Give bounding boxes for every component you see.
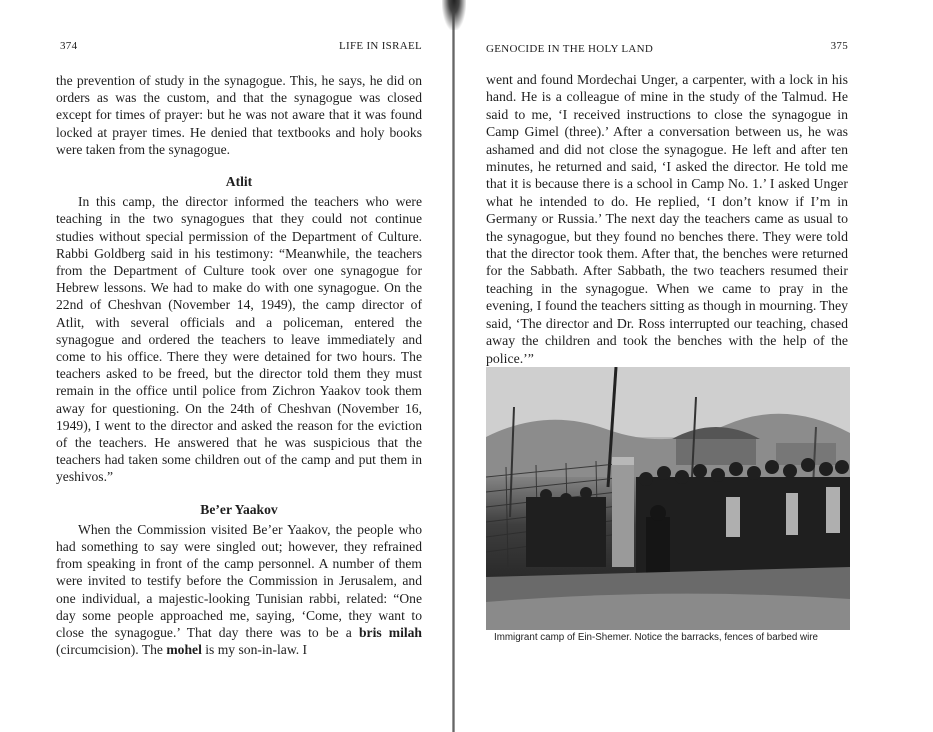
para-3-mid: (circumcision). The: [56, 642, 167, 658]
gutter-shadow: [442, 0, 466, 30]
photo-caption: Immigrant camp of Ein-Shemer. Notice the barracks, fences of barbed wire: [494, 632, 818, 643]
photo-illustration: [486, 367, 850, 630]
term-mohel: mohel: [166, 642, 202, 658]
book-gutter: [452, 0, 455, 732]
para-3-end: is my son-in-law. I: [201, 642, 308, 658]
term-bris-milah: bris milah: [358, 625, 422, 641]
left-paragraph-2: In this camp, the director informed the teachers who were teaching in the two synagogues that they could not continue studies without special permission of the Department of Culture. Rabbi Goldberg said in his testimony: “Meanwhile, the teachers from the Department of Culture took over one synagogue for Hebrew lessons. We had to make do with one synagogue. On the 22nd of Cheshvan (November 14, 1949), the camp director of Atlit, with several officials and a policeman, entered the synagogue and ordered the teachers to leave immediately and come to his office. There they were detained for two hours. The teachers asked to be freed, but the director told them they must remain in the office until police from Zichron Yaakov took them away for questioning. On the 24th of Cheshvan (November 16, 1949), I went to the director and asked the reason for the eviction of the teachers. He answered that he was suspicious that the teachers had taken some children out of the camp and put them in yeshivos.”: [56, 194, 422, 485]
left-paragraph-1: the prevention of study in the synagogue. This, he says, he did on orders as was the custom, and that the synagogue was closed except for times of prayer: but he was not aware that it was found locked at prayer times. He denied that textbooks and holy books were taken from the synagogue.: [56, 73, 422, 157]
heading-atlit: Atlit: [225, 174, 253, 190]
left-paragraph-3: [56, 521, 422, 659]
right-paragraph-1: went and found Mordechai Unger, a carpenter, with a lock in his hand. He is a colleague of mine in the study of the Talmud. He said to me, ‘I received instructions to close the synagogue in Camp Gimel (three).’ After a conversation between us, he was ashamed and did not close the synagogue. He left and after ten minutes, he returned and said, ‘I asked the director. He told me that it is because there is a school in Camp No. 1.’ I asked Unger what he intended to do. He replied, ‘I don’t know if I’m in Germany or Russia.’ The next day the teachers came as usual to the synagogue, but they found no benches there. They were told that the director took them. After that, the benches were returned for the Sabbath. After Sabbath, the two teachers resumed their teaching in the synagogue. When we came to pray in the evening, I found the teachers sitting as though in mourning. They said, ‘The director and Dr. Ross interrupted our teaching, chased away the children and took the benches with the help of the police.’”: [486, 72, 848, 366]
right-running-title: GENOCIDE IN THE HOLY LAND: [486, 43, 654, 55]
right-running-head: [486, 40, 848, 56]
para-3-start: When the Commission visited Be’er Yaakov, the people who had something to say were singled out; however, they refrained from speaking in front of the camp personnel. A number of them were invited to testify before the Commission in Jerusalem, and one individual, a majestic-looking Tunisian rabbi, related: “One day some people approached me, saying, ‘Come, they want to close the synagogue.’ That day there was to be a: [56, 521, 422, 641]
left-running-title: LIFE IN ISRAEL: [338, 40, 422, 52]
camp-photograph: [486, 367, 850, 630]
left-text-column: [56, 72, 422, 659]
left-running-head: [56, 40, 422, 56]
left-page-number: 374: [60, 40, 78, 52]
right-page-number: 375: [830, 40, 848, 52]
left-page: [56, 0, 422, 732]
right-page: [486, 0, 848, 732]
heading-beer-yaakov: Be’er Yaakov: [200, 501, 278, 517]
right-text-column: [486, 71, 848, 367]
